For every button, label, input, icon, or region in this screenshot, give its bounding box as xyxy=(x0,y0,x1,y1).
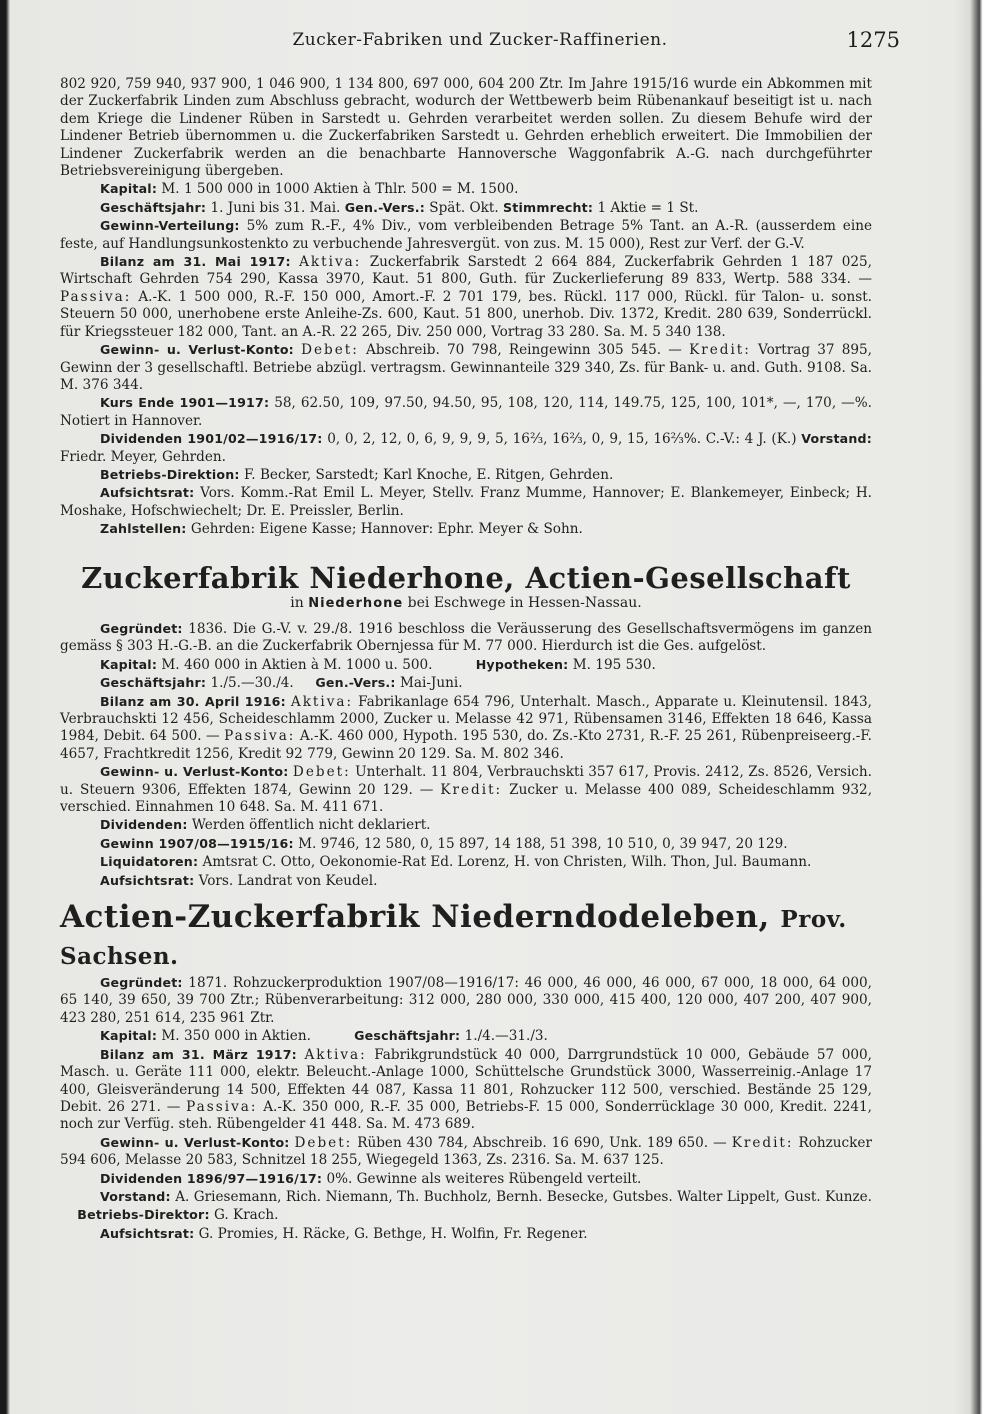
dividenden-paragraph xyxy=(60,430,872,466)
guv-kredit: Rohzucker 594 606, Melasse 20 583, Schnitzel 18 255, Wiegegeld 1363, Zs. 2316. Sa. M. 637 125. xyxy=(60,1134,872,1169)
passiva-label: Passiva: xyxy=(186,1098,258,1115)
dividenden-label: Dividenden: xyxy=(100,817,188,833)
geschaeftsjahr-line xyxy=(60,674,872,692)
guv-debet: Unterhalt. 11 804, Verbrauchskti 357 617, Provis. 2412, Zs. 8526, Versich. u. Steuern 9306, Effekten 1874, Gewinn 20 129. — xyxy=(60,764,872,798)
gj-label: Geschäftsjahr: xyxy=(354,1028,461,1044)
guv-paragraph xyxy=(60,763,872,816)
company-title-niederhone: Zuckerfabrik Niederhone, Actien-Gesellschaft xyxy=(81,560,851,595)
aufsichtsrat-paragraph xyxy=(60,484,872,520)
guv-paragraph xyxy=(60,341,872,394)
aufsichtsrat-line xyxy=(60,872,872,890)
dividenden-text: Werden öffentlich nicht deklariert. xyxy=(191,817,431,834)
gegruendet-paragraph xyxy=(60,620,872,656)
running-head: Zucker-Fabriken und Zucker-Raffinerien. xyxy=(292,30,668,50)
page-header xyxy=(60,30,900,56)
vorstand-label: Vorstand: xyxy=(801,431,873,447)
guv-label: Gewinn- u. Verlust-Konto: xyxy=(100,342,294,358)
gj-text: 1./4.—31./3. xyxy=(464,1028,548,1045)
gewinn-label: Gewinn 1907/08—1915/16: xyxy=(100,835,294,851)
guv-debet: Abschreib. 70 798, Reingewinn 305 545. — xyxy=(366,342,682,359)
kredit-label: Kredit: xyxy=(731,1134,794,1151)
bilanz-paragraph xyxy=(60,253,872,341)
gegruendet-label: Gegründet: xyxy=(100,975,183,991)
aufsichtsrat-text: G. Promies, H. Räcke, G. Bethge, H. Wolfin, Fr. Regener. xyxy=(198,1225,588,1242)
bilanz-aktiva: Zuckerfabrik Sarstedt 2 664 884, Zuckerfabrik Gehrden 1 187 025, Wirtschaft Gehrden 754 290, Kassa 3970, Kaut. 51 800, Guth. für Zuckerlieferung 89 833, Wertp. 588 334. — xyxy=(60,254,872,288)
debet-label: Debet: xyxy=(301,342,359,359)
location-place: Niederhone xyxy=(308,595,404,611)
aktiva-label: Aktiva: xyxy=(299,254,362,271)
liquidatoren-paragraph xyxy=(60,853,872,871)
guv-label: Gewinn- u. Verlust-Konto: xyxy=(100,764,289,780)
liquidatoren-text: Amtsrat C. Otto, Oekonomie-Rat Ed. Lorenz, H. von Christen, Wilh. Thon, Jul. Baumann. xyxy=(202,854,812,871)
gewinn-verteilung-line xyxy=(60,217,872,253)
betriebsdirektor-text: G. Krach. xyxy=(214,1207,279,1224)
stimmrecht-text: 1 Aktie = 1 St. xyxy=(597,199,699,216)
bilanz-passiva: A.-K. 460 000, Hypoth. 195 530, do. Zs.-Kto 2731, R.-F. 25 261, Rübenpreiseerg.-F. 4657, Frachtkredit 1256, Kredit 92 779, Gewinn 20 129. Sa. M. 802 346. xyxy=(60,728,873,762)
gegruendet-paragraph xyxy=(60,974,872,1027)
aufsichtsrat-label: Aufsichtsrat: xyxy=(100,872,195,888)
kurs-paragraph xyxy=(60,394,872,430)
kapital-label: Kapital: xyxy=(100,1028,158,1044)
location-suffix: bei Eschwege in Hessen-Nassau. xyxy=(407,594,642,611)
passiva-label: Passiva: xyxy=(60,288,132,305)
gv-text: Mai-Juni. xyxy=(399,675,463,692)
aufsichtsrat-text: Vors. Landrat von Keudel. xyxy=(198,872,378,889)
betriebsdirektion-text: F. Becker, Sarstedt; Karl Knoche, E. Ritgen, Gehrden. xyxy=(243,466,614,483)
gj-label: Geschäftsjahr: xyxy=(100,675,207,691)
geschaeftsjahr-line xyxy=(60,199,872,217)
dividenden-label: Dividenden 1901/02—1916/17: xyxy=(100,431,323,447)
kredit-label: Kredit: xyxy=(689,342,751,359)
gv-text: Spät. Okt. xyxy=(429,199,499,216)
company-location-niederhone xyxy=(60,595,872,612)
gewinn-line xyxy=(60,835,872,853)
company-title-suffix: Prov. Sachsen. xyxy=(60,906,847,971)
bilanz-paragraph xyxy=(60,1046,872,1134)
dividenden-text: 0%. Gewinne als weiteres Rübengeld verteilt. xyxy=(326,1170,642,1187)
gewinn-verteilung-label: Gewinn-Verteilung: xyxy=(100,218,240,234)
kapital-text: M. 350 000 in Aktien. xyxy=(161,1028,311,1045)
kapital-label: Kapital: xyxy=(100,656,158,672)
page-number: 1275 xyxy=(846,28,900,52)
stimmrecht-label: Stimmrecht: xyxy=(503,199,594,215)
guv-label: Gewinn- u. Verlust-Konto: xyxy=(100,1134,290,1150)
dividenden-line xyxy=(60,816,872,834)
page-edge-shadow xyxy=(954,0,1000,1414)
gv-label: Gen.-Vers.: xyxy=(315,675,396,691)
gv-label: Gen.-Vers.: xyxy=(344,199,425,215)
kapital-line xyxy=(60,656,872,674)
debet-label: Debet: xyxy=(294,1134,353,1151)
gegruendet-text: 1836. Die G.-V. v. 29./8. 1916 beschloss die Veräusserung des Gesellschaftsvermögens im ganzen gemäss § 303 H.-G.-B. an die Zuckerfabrik Obernjessa für M. 77 000. Hierdurch ist die Ges. aufgelöst. xyxy=(60,620,872,655)
aufsichtsrat-label: Aufsichtsrat: xyxy=(100,485,195,501)
kredit-label: Kredit: xyxy=(440,781,503,798)
betriebsdirektion-label: Betriebs-Direktion: xyxy=(100,466,240,482)
hypotheken-label: Hypotheken: xyxy=(475,656,569,672)
vorstand-text: Friedr. Meyer, Gehrden. xyxy=(60,448,226,465)
guv-paragraph xyxy=(60,1134,872,1170)
guv-debet: Rüben 430 784, Abschreib. 16 690, Unk. 189 650. — xyxy=(357,1134,727,1151)
bilanz-aktiva: Fabrikanlage 654 796, Unterhalt. Masch., Apparate u. Kleinutensil. 1843, Verbrauchskti 12 456, Scheideschlamm 2000, Zucker u. Melasse 42 971, Rübensamen 3146, Effekten 18 646, Kassa 1984, Debit. 64 500. — xyxy=(60,693,873,745)
betriebsdirektion-line xyxy=(60,466,872,484)
aktiva-label: Aktiva: xyxy=(304,1046,367,1063)
zahlstellen-line xyxy=(60,520,872,538)
dividenden-line xyxy=(60,1170,872,1188)
aufsichtsrat-line xyxy=(60,1225,872,1243)
guv-kredit: Zucker u. Melasse 400 089, Scheideschlamm 932, verschied. Einnahmen 10 648. Sa. M. 411 671. xyxy=(60,781,873,816)
bilanz-passiva: A.-K. 1 500 000, R.-F. 150 000, Amort.-F. 2 701 179, bes. Rückl. 117 000, Rückl. für Talon- u. sonst. Steuern 50 000, unerhobene erste Anleihe-Zs. 600, Kaut. 51 800, unerhob. Div. 1372, Kredit. 280 639, Sonderrückl. für Kriegssteuer 182 000, Tant. an A.-R. 22 265, Div. 250 000, Vortrag 33 280. Sa. M. 5 340 138. xyxy=(60,288,872,340)
entry-niederndodeleben xyxy=(60,900,872,1243)
gewinn-text: M. 9746, 12 580, 0, 15 897, 14 188, 51 398, 10 510, 0, 39 947, 20 129. xyxy=(298,835,788,852)
location-prefix: in xyxy=(290,594,304,611)
entry-sarstedt-continuation xyxy=(60,76,872,539)
dividenden-label: Dividenden 1896/97—1916/17: xyxy=(100,1170,323,1186)
kapital-text: M. 460 000 in Aktien à M. 1000 u. 500. xyxy=(161,656,433,673)
company-title-niederndodeleben xyxy=(60,900,872,974)
bilanz-label: Bilanz am 31. Mai 1917: xyxy=(100,254,291,270)
passiva-label: Passiva: xyxy=(224,728,296,745)
betriebsdirektor-label: Betriebs-Direktor: xyxy=(77,1207,210,1223)
gj-label: Geschäftsjahr: xyxy=(100,199,207,215)
bilanz-passiva: A.-K. 350 000, R.-F. 35 000, Betriebs-F. 15 000, Sonderrücklage 30 000, Kredit. 2241, noch zur Verfüg. steh. Rübengelder 41 448. Sa. M. 473 689. xyxy=(60,1098,872,1133)
aufsichtsrat-text: Vors. Komm.-Rat Emil L. Meyer, Stellv. Franz Mumme, Hannover; E. Blankemeyer, Einbeck; H. Moshake, Hofschwiechelt; Dr. E. Preissler, Berlin. xyxy=(60,485,872,519)
kapital-line xyxy=(60,1027,872,1045)
kurs-text: 58, 62.50, 109, 97.50, 94.50, 95, 108, 120, 114, 149.75, 125, 100, 101*, —, 170, —%. Notiert in Hannover. xyxy=(60,395,872,429)
entry-niederhone xyxy=(60,561,872,891)
vorstand-text: A. Griesemann, Rich. Niemann, Th. Buchholz, Bernh. Besecke, Gutsbes. Walter Lippelt, Gust. Kunze. xyxy=(175,1188,872,1205)
gegruendet-text: 1871. Rohzuckerproduktion 1907/08—1916/17: 46 000, 46 000, 46 000, 67 000, 18 000, 64 000, 65 140, 39 650, 39 700 Ztr.; Rübenverarbeitung: 312 000, 280 000, 330 000, 415 400, 120 000, 407 200, 407 900, 423 280, 251 614, 235 961 Ztr. xyxy=(60,975,872,1026)
intro-paragraph: 802 920, 759 940, 937 900, 1 046 900, 1 134 800, 697 000, 604 200 Ztr. Im Jahre 1915/16 wurde ein Abkommen mit der Zuckerfabrik Linden zum Abschluss gebracht, wodurch der Wettbewerb beim Rübenankauf beseitigt ist u. nach dem Kriege die Lindener Rüben in Sarstedt u. Gehrden verarbeitet werden sollen. Zu diesem Behufe wird der Lindener Betrieb übernommen u. die Zuckerfabriken Sarstedt u. Gehrden erheblich erweitert. Die Immobilien der Lindener Zuckerfabrik werden an die benachbarte Hannoversche Waggonfabrik A.-G. nach durchgeführter Betriebsvereinigung übergeben. xyxy=(60,76,872,180)
kurs-label: Kurs Ende 1901—1917: xyxy=(100,395,270,411)
hypotheken-text: M. 195 530. xyxy=(572,656,656,673)
bilanz-aktiva: Fabrikgrundstück 40 000, Darrgrundstück 10 000, Gebäude 57 000, Masch. u. Geräte 111 000, elektr. Beleucht.-Anlage 1000, Schüttelsche Grundstück 3000, Wasserreinig.-Anlage 17 400, Gleisveränderung 14 500, Effekten 44 087, Kassa 11 801, Rohzucker 112 500, verschied. Bestände 25 129, Debit. 26 271. — xyxy=(60,1046,872,1115)
gj-text: 1. Juni bis 31. Mai. xyxy=(210,199,341,216)
bilanz-label: Bilanz am 30. April 1916: xyxy=(100,693,286,709)
dividenden-text: 0, 0, 2, 12, 0, 6, 9, 9, 9, 5, 16⅔, 16⅔, 0, 9, 15, 16⅔%. C.-V.: 4 J. (K.) xyxy=(327,431,797,448)
bilanz-paragraph xyxy=(60,693,872,764)
vorstand-label: Vorstand: xyxy=(100,1188,171,1204)
gegruendet-label: Gegründet: xyxy=(100,620,183,636)
vorstand-paragraph xyxy=(60,1188,872,1225)
page-body xyxy=(60,76,872,1243)
kapital-label: Kapital: xyxy=(100,181,158,197)
kapital-line xyxy=(60,180,872,198)
liquidatoren-label: Liquidatoren: xyxy=(100,854,199,870)
kapital-text: M. 1 500 000 in 1000 Aktien à Thlr. 500 = M. 1500. xyxy=(161,181,519,198)
aktiva-label: Aktiva: xyxy=(290,693,354,710)
zahlstellen-text: Gehrden: Eigene Kasse; Hannover: Ephr. Meyer & Sohn. xyxy=(190,521,583,538)
guv-kredit: Vortrag 37 895, Gewinn der 3 gesellschaftl. Betriebe abzügl. vertragsm. Gewinnanteile 329 340, Zs. für Bank- u. and. Guth. 9108. Sa. M. 376 344. xyxy=(60,342,872,393)
company-title-main: Actien-Zuckerfabrik Niederndodeleben, xyxy=(60,899,770,936)
bilanz-label: Bilanz am 31. März 1917: xyxy=(100,1046,297,1062)
zahlstellen-label: Zahlstellen: xyxy=(100,521,187,537)
gewinn-verteilung-text: 5% zum R.-F., 4% Div., vom verbleibenden Betrage 5% Tant. an A.-R. (ausserdem eine feste, auf Handlungsunkostenkto zu verbuchende Jahresvergüt. von zus. M. 15 000), Rest zur Verf. der G.-V. xyxy=(60,218,872,252)
aufsichtsrat-label: Aufsichtsrat: xyxy=(100,1225,195,1241)
gj-text: 1./5.—30./4. xyxy=(210,675,294,692)
debet-label: Debet: xyxy=(292,764,351,781)
